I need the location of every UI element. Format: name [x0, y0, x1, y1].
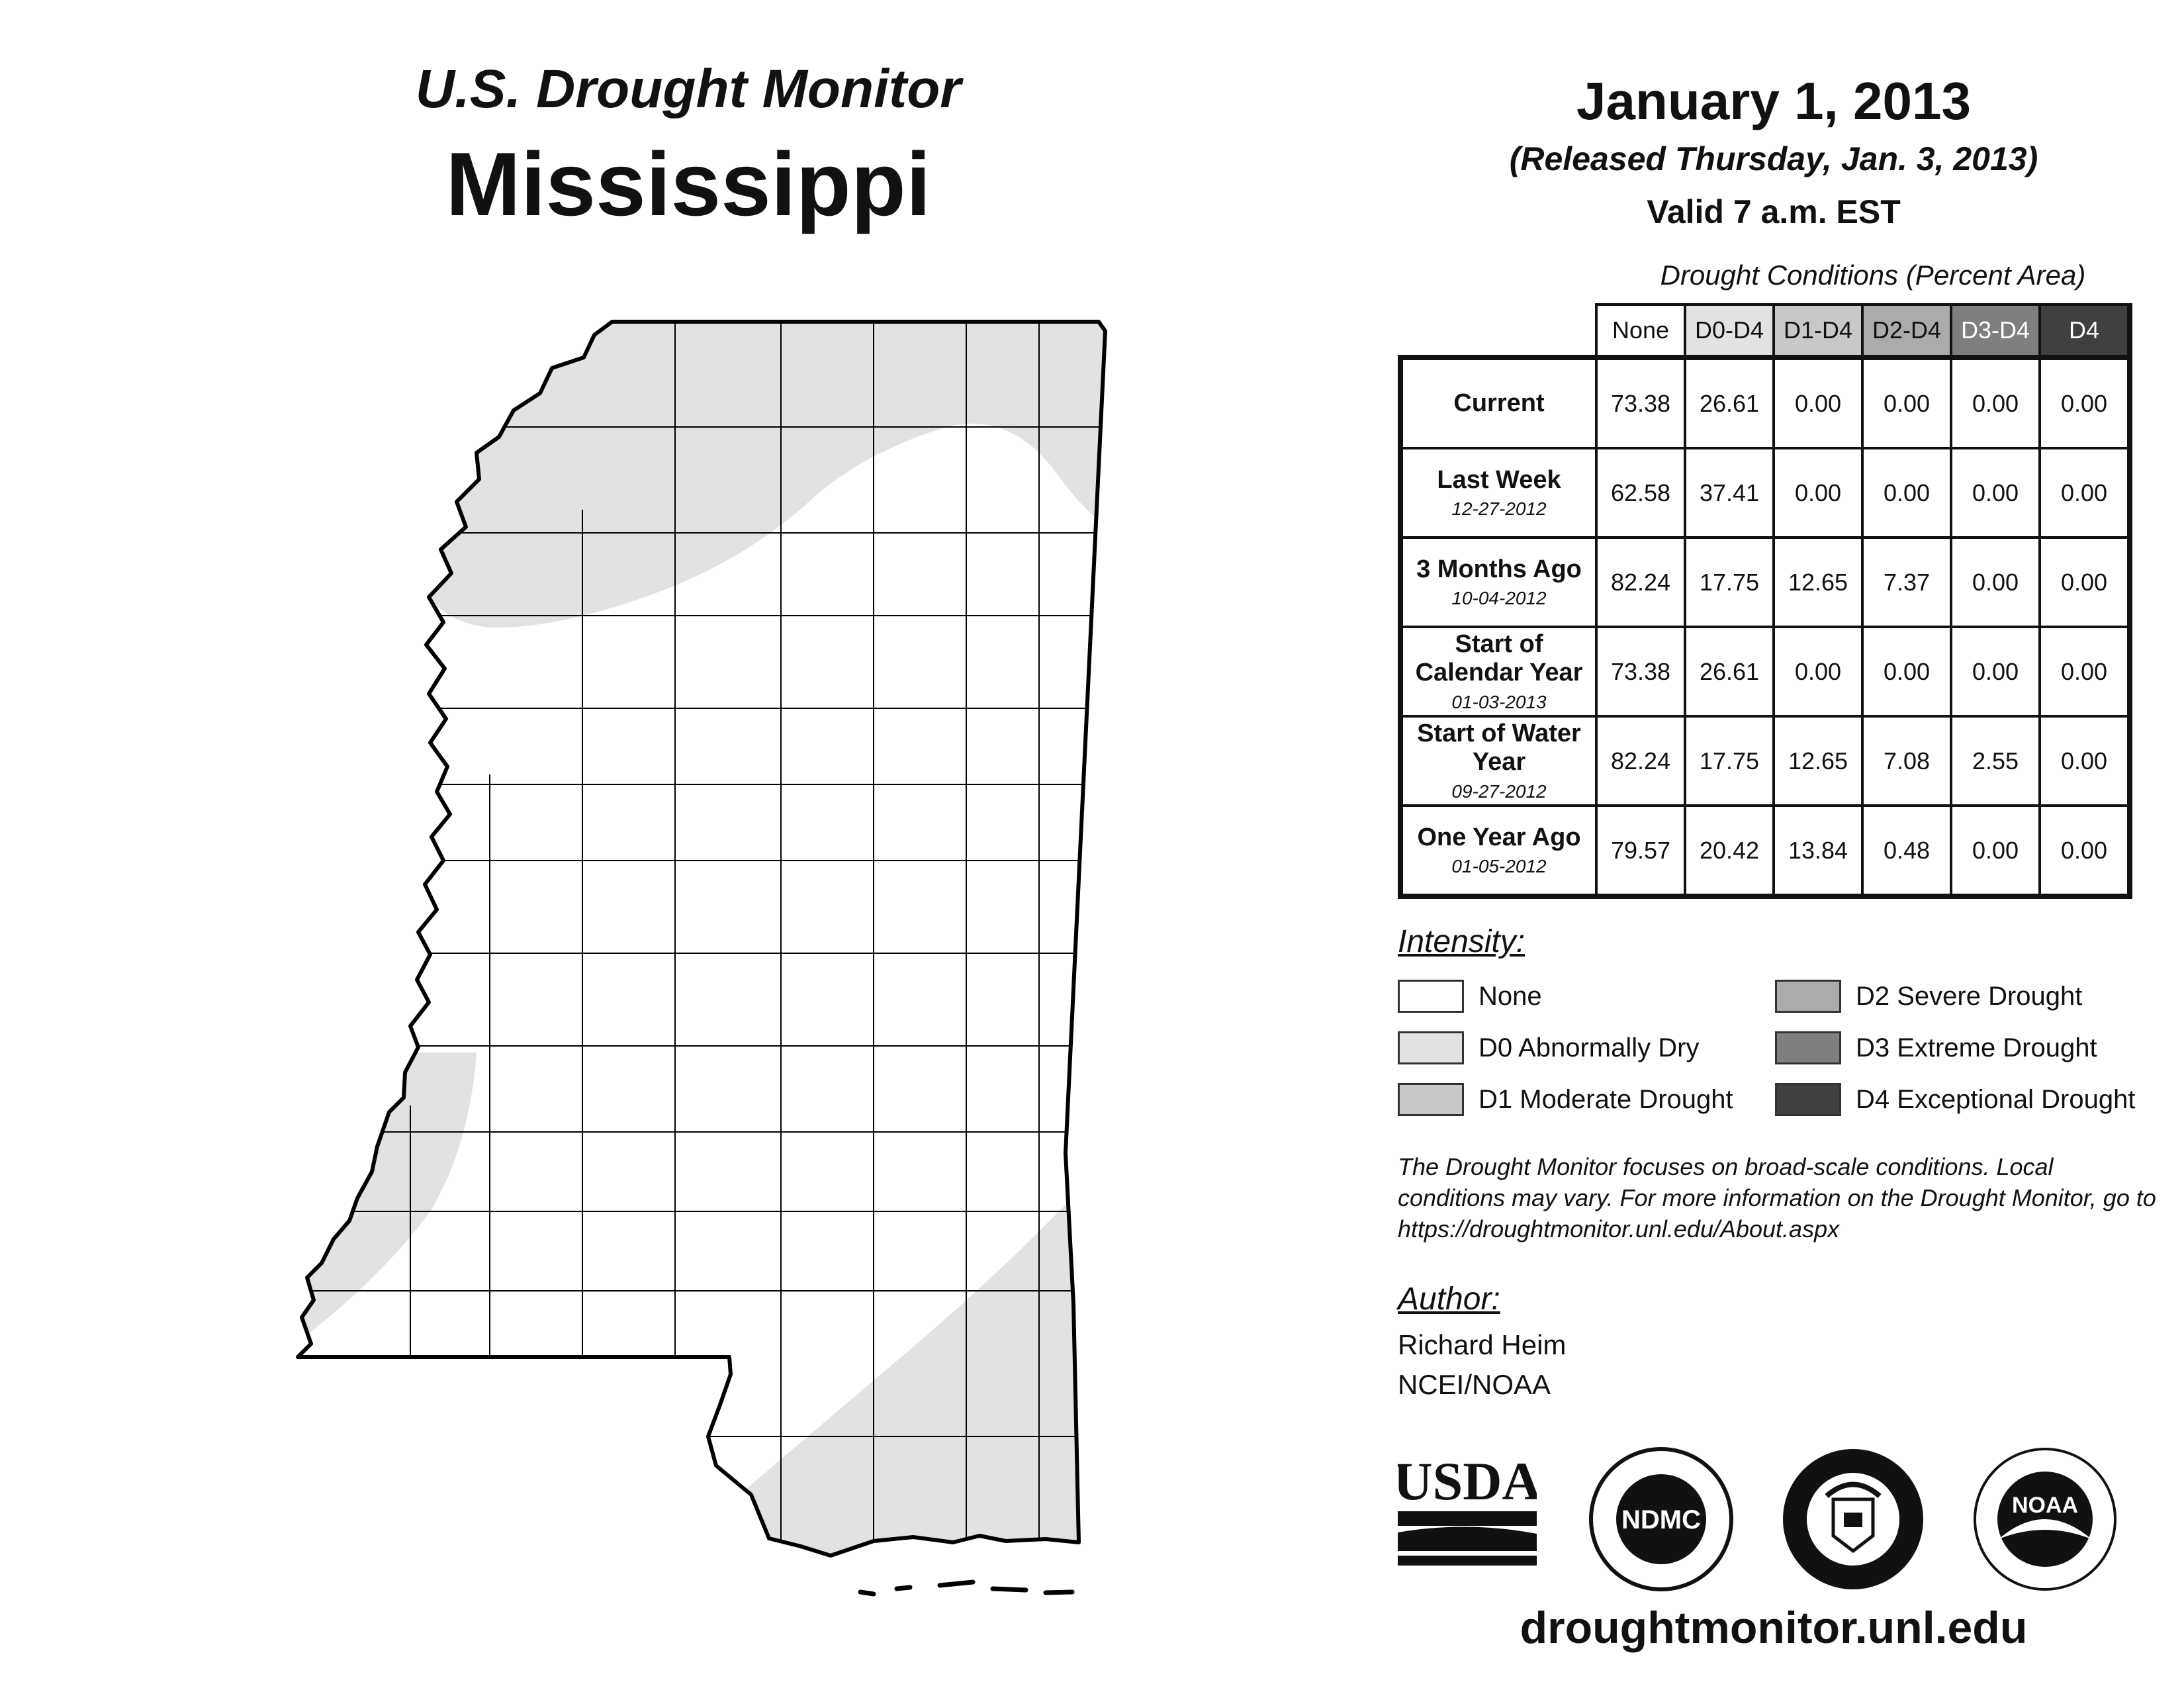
table-row — [1400, 627, 2130, 716]
table-cell: 0.00 — [1951, 538, 2040, 627]
table-cell: 17.75 — [1685, 538, 1774, 627]
legend-item — [1398, 1080, 1733, 1119]
table-cell: 12.65 — [1774, 716, 1862, 806]
row-date: 12-27-2012 — [1451, 498, 1547, 520]
table-cell: 20.42 — [1685, 806, 1774, 896]
table-cell: 0.00 — [2040, 716, 2130, 806]
table-cell: 0.00 — [2040, 357, 2130, 448]
row-label: One Year Ago — [1417, 823, 1581, 851]
table-cell: 12.65 — [1774, 538, 1862, 627]
map-date: January 1, 2013 — [1576, 71, 1971, 130]
table-corner — [1400, 305, 1596, 357]
table-caption: Drought Conditions (Percent Area) — [1660, 259, 2086, 291]
author-title: Author: — [1398, 1282, 1500, 1317]
disclaimer-note: The Drought Monitor focuses on broad-scale conditions. Local conditions may vary. For more information on the Drought Monitor, go to https://droughtmonitor.unl.edu/About.aspx — [1398, 1153, 2156, 1243]
table-cell: 0.00 — [1862, 627, 1951, 716]
table-cell: 26.61 — [1685, 627, 1774, 716]
table-cell: 7.37 — [1862, 538, 1951, 627]
table-cell: 26.61 — [1685, 357, 1774, 448]
legend-title: Intensity: — [1398, 924, 1525, 959]
table-cell: 62.58 — [1596, 448, 1685, 538]
legend-swatch — [1398, 1083, 1464, 1116]
column-header: D3-D4 — [1951, 305, 2040, 357]
legend-label: D3 Extreme Drought — [1856, 1033, 2097, 1062]
legend — [1398, 976, 2179, 1135]
legend-item — [1398, 976, 1542, 1016]
row-label-cell — [1400, 538, 1596, 627]
row-date: 10-04-2012 — [1451, 588, 1547, 609]
table-cell: 0.00 — [1862, 357, 1951, 448]
column-header: None — [1596, 305, 1685, 357]
usda-logo-text: USDA — [1398, 1451, 1537, 1511]
legend-label: D4 Exceptional Drought — [1856, 1084, 2136, 1114]
row-label-cell — [1400, 806, 1596, 896]
legend-item — [1775, 1028, 2097, 1068]
row-label-cell — [1400, 448, 1596, 538]
column-header: D4 — [2040, 305, 2130, 357]
row-label: Start of Calendar Year — [1415, 630, 1583, 687]
legend-label: D2 Severe Drought — [1856, 981, 2083, 1011]
map-subtitle: U.S. Drought Monitor — [415, 59, 962, 119]
table-row — [1400, 448, 2130, 538]
table-cell: 82.24 — [1596, 716, 1685, 806]
row-label-cell — [1400, 716, 1596, 806]
drought-conditions-table — [1398, 303, 2132, 899]
row-label: Start of Water Year — [1417, 719, 1581, 776]
release-date: (Released Thursday, Jan. 3, 2013) — [1509, 140, 2038, 177]
legend-swatch — [1775, 1031, 1841, 1064]
table-cell: 13.84 — [1774, 806, 1862, 896]
row-label: 3 Months Ago — [1416, 555, 1582, 583]
table-row — [1400, 716, 2130, 806]
footer-url: droughtmonitor.unl.edu — [1520, 1603, 2028, 1653]
column-header: D1-D4 — [1774, 305, 1862, 357]
valid-time: Valid 7 a.m. EST — [1647, 193, 1901, 230]
gulf-islands — [860, 1582, 1072, 1594]
table-cell: 82.24 — [1596, 538, 1685, 627]
table-row — [1400, 357, 2130, 448]
table-cell: 0.48 — [1862, 806, 1951, 896]
table-cell: 73.38 — [1596, 357, 1685, 448]
legend-swatch — [1775, 1083, 1841, 1116]
mississippi-map — [278, 311, 1112, 1609]
table-cell: 79.57 — [1596, 806, 1685, 896]
noaa-logo — [1972, 1446, 2118, 1592]
table-cell: 0.00 — [1862, 448, 1951, 538]
date-block — [1416, 70, 2131, 231]
row-date: 01-05-2012 — [1451, 856, 1547, 877]
legend-item — [1775, 1080, 2135, 1119]
table-cell: 2.55 — [1951, 716, 2040, 806]
column-header: D2-D4 — [1862, 305, 1951, 357]
ndmc-logo — [1588, 1446, 1734, 1592]
table-cell: 7.08 — [1862, 716, 1951, 806]
table-cell: 0.00 — [2040, 627, 2130, 716]
table-header-row — [1400, 305, 2130, 357]
legend-item — [1398, 1028, 1699, 1068]
legend-label: D0 Abnormally Dry — [1479, 1033, 1700, 1062]
table-cell: 0.00 — [2040, 806, 2130, 896]
state-title: Mississippi — [445, 134, 931, 234]
table-cell: 0.00 — [1951, 448, 2040, 538]
table-row — [1400, 806, 2130, 896]
row-label-cell — [1400, 627, 1596, 716]
usda-logo — [1398, 1446, 1537, 1579]
legend-swatch — [1398, 1031, 1464, 1064]
row-date: 09-27-2012 — [1451, 781, 1547, 802]
table-cell: 0.00 — [2040, 448, 2130, 538]
table-cell: 0.00 — [1774, 627, 1862, 716]
author-name: Richard Heim — [1398, 1329, 1567, 1360]
table-row — [1400, 538, 2130, 627]
noaa-logo-text: NOAA — [2011, 1493, 2079, 1518]
table-cell: 0.00 — [1951, 357, 2040, 448]
table-cell: 0.00 — [2040, 538, 2130, 627]
row-date: 01-03-2013 — [1451, 692, 1547, 713]
table-cell: 73.38 — [1596, 627, 1685, 716]
legend-label: None — [1479, 981, 1542, 1011]
table-cell: 0.00 — [1774, 448, 1862, 538]
column-header: D0-D4 — [1685, 305, 1774, 357]
table-cell: 37.41 — [1685, 448, 1774, 538]
legend-item — [1775, 976, 2082, 1016]
row-label-cell — [1400, 357, 1596, 448]
table-cell: 0.00 — [1951, 806, 2040, 896]
author-org: NCEI/NOAA — [1398, 1369, 1551, 1400]
table-cell: 17.75 — [1685, 716, 1774, 806]
legend-label: D1 Moderate Drought — [1479, 1084, 1733, 1114]
table-cell: 0.00 — [1951, 627, 2040, 716]
table-cell: 0.00 — [1774, 357, 1862, 448]
doc-logo — [1780, 1446, 1926, 1592]
row-label: Last Week — [1437, 465, 1561, 494]
legend-swatch — [1398, 980, 1464, 1013]
row-label: Current — [1453, 389, 1545, 417]
legend-swatch — [1775, 980, 1841, 1013]
ndmc-logo-text: NDMC — [1621, 1505, 1701, 1534]
